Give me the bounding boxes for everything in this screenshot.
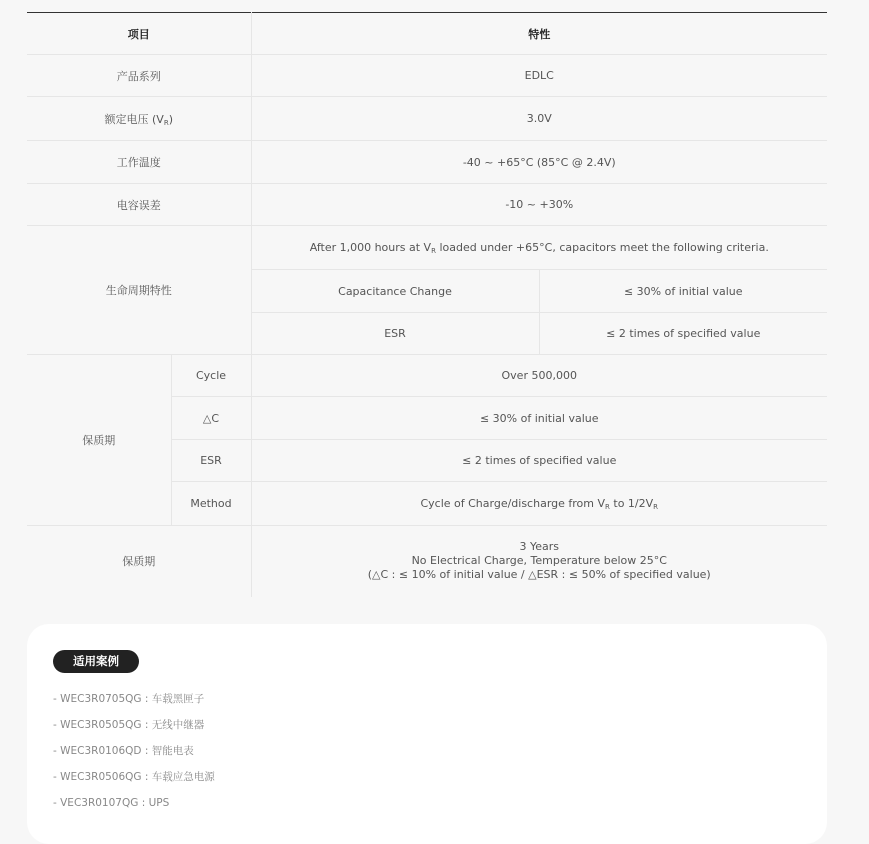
life-note-suffix: loaded under +65°C, capacitors meet the following criteria. xyxy=(435,240,769,254)
life-cap-label: Capacitance Change xyxy=(251,270,539,313)
shelf-method-label: Method xyxy=(171,482,251,526)
row-label-voltage xyxy=(27,97,251,141)
life-note xyxy=(251,226,827,270)
life-note-text: After 1,000 hours at V xyxy=(309,240,432,254)
header-item: 项目 xyxy=(27,13,251,55)
header-property: 特性 xyxy=(251,13,827,55)
use-cases-card xyxy=(27,624,827,844)
list-item: - VEC3R0107QG : UPS xyxy=(53,797,170,809)
table-row xyxy=(27,526,827,597)
life-esr-label: ESR xyxy=(251,313,539,355)
table-row xyxy=(27,97,827,141)
shelf-cycle-value: Over 500,000 xyxy=(251,355,827,397)
shelf-esr-value: ≤ 2 times of specified value xyxy=(251,440,827,482)
shelf-cycle-label: Cycle xyxy=(171,355,251,397)
method-sub-2: R xyxy=(653,502,659,511)
voltage-label-sub: R xyxy=(163,118,169,127)
shelf-method-value xyxy=(251,482,827,526)
use-cases-list xyxy=(53,688,215,818)
row-value-temp: -40 ~ +65°C (85°C @ 2.4V) xyxy=(251,141,827,184)
table-header-row xyxy=(27,13,827,55)
storage-line-1: 3 Years xyxy=(519,540,559,554)
life-note-sub: R xyxy=(431,246,436,255)
list-item: - WEC3R0705QG : 车载黑匣子 xyxy=(53,693,205,705)
row-label-shelf: 保质期 xyxy=(27,355,171,526)
method-text-2: to 1/2V xyxy=(609,496,654,510)
list-item: - WEC3R0106QD : 智能电表 xyxy=(53,745,194,757)
shelf-dc-label: △C xyxy=(171,397,251,440)
row-value-voltage: 3.0V xyxy=(251,97,827,141)
life-cap-value: ≤ 30% of initial value xyxy=(539,270,827,313)
table-row xyxy=(27,355,827,397)
method-text-1: Cycle of Charge/discharge from V xyxy=(420,496,606,510)
row-label-temp: 工作温度 xyxy=(27,141,251,184)
shelf-dc-value: ≤ 30% of initial value xyxy=(251,397,827,440)
row-label-series: 产品系列 xyxy=(27,55,251,97)
table-row xyxy=(27,226,827,270)
row-value-tolerance: -10 ~ +30% xyxy=(251,184,827,226)
storage-line-3: (△C : ≤ 10% of initial value / △ESR : ≤ 50% of specified value) xyxy=(367,568,711,582)
row-label-storage: 保质期 xyxy=(122,555,156,569)
table-row xyxy=(27,184,827,226)
row-value-series: EDLC xyxy=(251,55,827,97)
voltage-label-text: 额定电压 (V xyxy=(104,112,164,126)
row-label-life: 生命周期特性 xyxy=(27,226,251,355)
shelf-esr-label: ESR xyxy=(171,440,251,482)
voltage-label-suffix: ) xyxy=(168,112,173,126)
table-row xyxy=(27,141,827,184)
row-value-storage xyxy=(251,526,827,597)
storage-line-2: No Electrical Charge, Temperature below 25°C xyxy=(411,554,667,568)
life-esr-value: ≤ 2 times of specified value xyxy=(539,313,827,355)
table-row xyxy=(27,55,827,97)
list-item: - WEC3R0506QG : 车载应急电源 xyxy=(53,771,215,783)
spec-table xyxy=(27,12,827,597)
row-label-tolerance: 电容误差 xyxy=(27,184,251,226)
use-cases-title-badge: 适用案例 xyxy=(53,650,139,673)
list-item: - WEC3R0505QG : 无线中继器 xyxy=(53,719,205,731)
method-sub-1: R xyxy=(605,502,610,511)
